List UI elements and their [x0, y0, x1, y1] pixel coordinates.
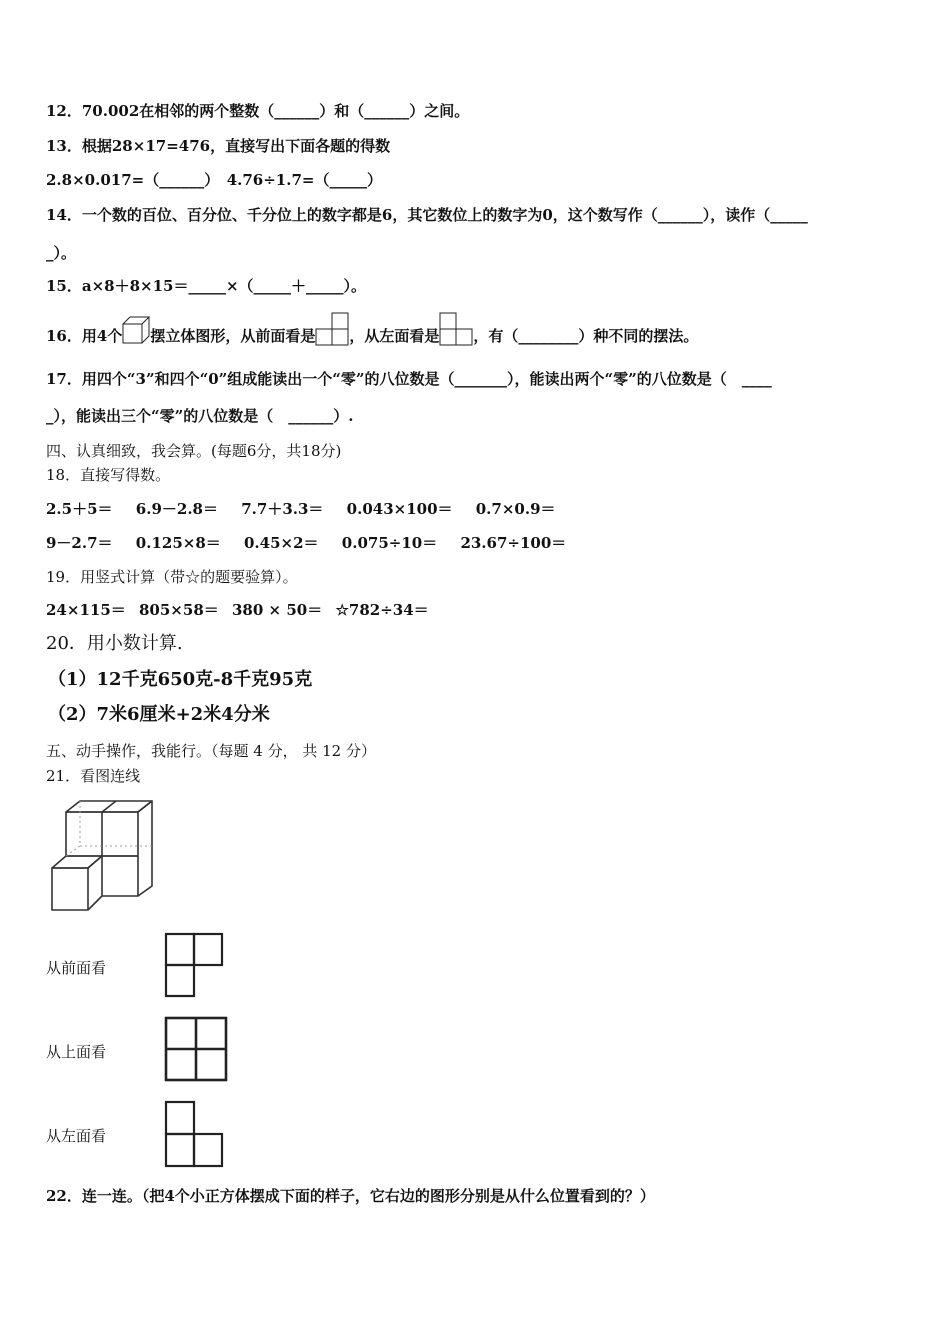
left-view-label: 从左面看 — [46, 1127, 107, 1145]
calc-item: 805×58＝ — [139, 601, 219, 619]
question-18-row1 — [46, 499, 574, 519]
calc-item: 2.5＋5＝ — [46, 500, 113, 518]
block-3d-figure — [44, 798, 164, 916]
left-view-figure — [164, 1100, 224, 1168]
calc-item: 380 × 50＝ — [232, 601, 323, 619]
top-view-label: 从上面看 — [46, 1043, 107, 1061]
question-14-line1: 14．一个数的百位、百分位、千分位上的数字都是6，其它数位上的数字为0，这个数写作（______），读作（_____ — [46, 206, 808, 224]
question-12: 12．70.002在相邻的两个整数（______）和（______）之间。 — [46, 102, 470, 120]
calc-item: 0.043×100＝ — [346, 500, 453, 518]
front-view-figure — [164, 932, 224, 998]
question-19-title: 19．用竖式计算（带☆的题要验算）。 — [46, 568, 298, 586]
question-13-title: 13．根据28×17=476，直接写出下面各题的得数 — [46, 137, 391, 155]
calc-item: 7.7＋3.3＝ — [241, 500, 324, 518]
calc-item: 9－2.7＝ — [46, 534, 113, 552]
calc-item: ☆782÷34＝ — [335, 601, 429, 619]
question-19-items — [46, 600, 447, 620]
question-14-line2: _）。 — [46, 244, 77, 262]
calc-item: 6.9－2.8＝ — [135, 500, 218, 518]
calc-item: 0.125×8＝ — [135, 534, 221, 552]
question-16-mid2: ，从左面看是 — [349, 327, 440, 345]
calc-item: 0.7×0.9＝ — [475, 500, 556, 518]
question-16 — [46, 310, 698, 346]
cube-icon — [122, 316, 150, 346]
section-4-heading: 四、认真细致，我会算。(每题6分，共18分) — [46, 442, 342, 460]
question-16-prefix: 16．用4个 — [46, 327, 123, 345]
question-20-part2: （2）7米6厘米+2米4分米 — [48, 704, 270, 725]
section-5-heading: 五、动手操作，我能行。（每题 4 分， 共 12 分） — [46, 742, 376, 760]
question-16-mid1: 摆立体图形，从前面看是 — [150, 327, 316, 345]
question-20-part1: （1）12千克650克-8千克95克 — [48, 669, 313, 690]
calc-item: 24×115＝ — [46, 601, 126, 619]
question-22: 22．连一连。（把4个小正方体摆成下面的样子，它右边的图形分别是从什么位置看到的？） — [46, 1187, 655, 1205]
question-18-row2 — [46, 533, 584, 553]
question-16-suffix: ，有（________）种不同的摆法。 — [473, 327, 699, 345]
question-21-title: 21．看图连线 — [46, 767, 141, 785]
question-17-line1: 17．用四个“3”和四个“0”组成能读出一个“零”的八位数是（_______），能读出两个“零”的八位数是（ ____ — [46, 370, 772, 388]
calc-item: 23.67÷100＝ — [460, 534, 567, 552]
question-13-items: 2.8×0.017=（______） 4.76÷1.7=（_____） — [46, 171, 382, 189]
question-15: 15．a×8＋8×15＝_____×（_____＋_____）。 — [46, 277, 367, 295]
calc-item: 0.45×2＝ — [244, 534, 319, 552]
left-view-small-icon — [439, 312, 473, 346]
question-20-title: 20．用小数计算. — [46, 633, 183, 654]
question-17-line2: _），能读出三个“零”的八位数是（ ______）. — [46, 407, 354, 425]
calc-item: 0.075÷10＝ — [341, 534, 438, 552]
question-18-title: 18．直接写得数。 — [46, 466, 171, 484]
front-view-small-icon — [315, 312, 349, 346]
top-view-figure — [164, 1016, 228, 1082]
front-view-label: 从前面看 — [46, 959, 107, 977]
